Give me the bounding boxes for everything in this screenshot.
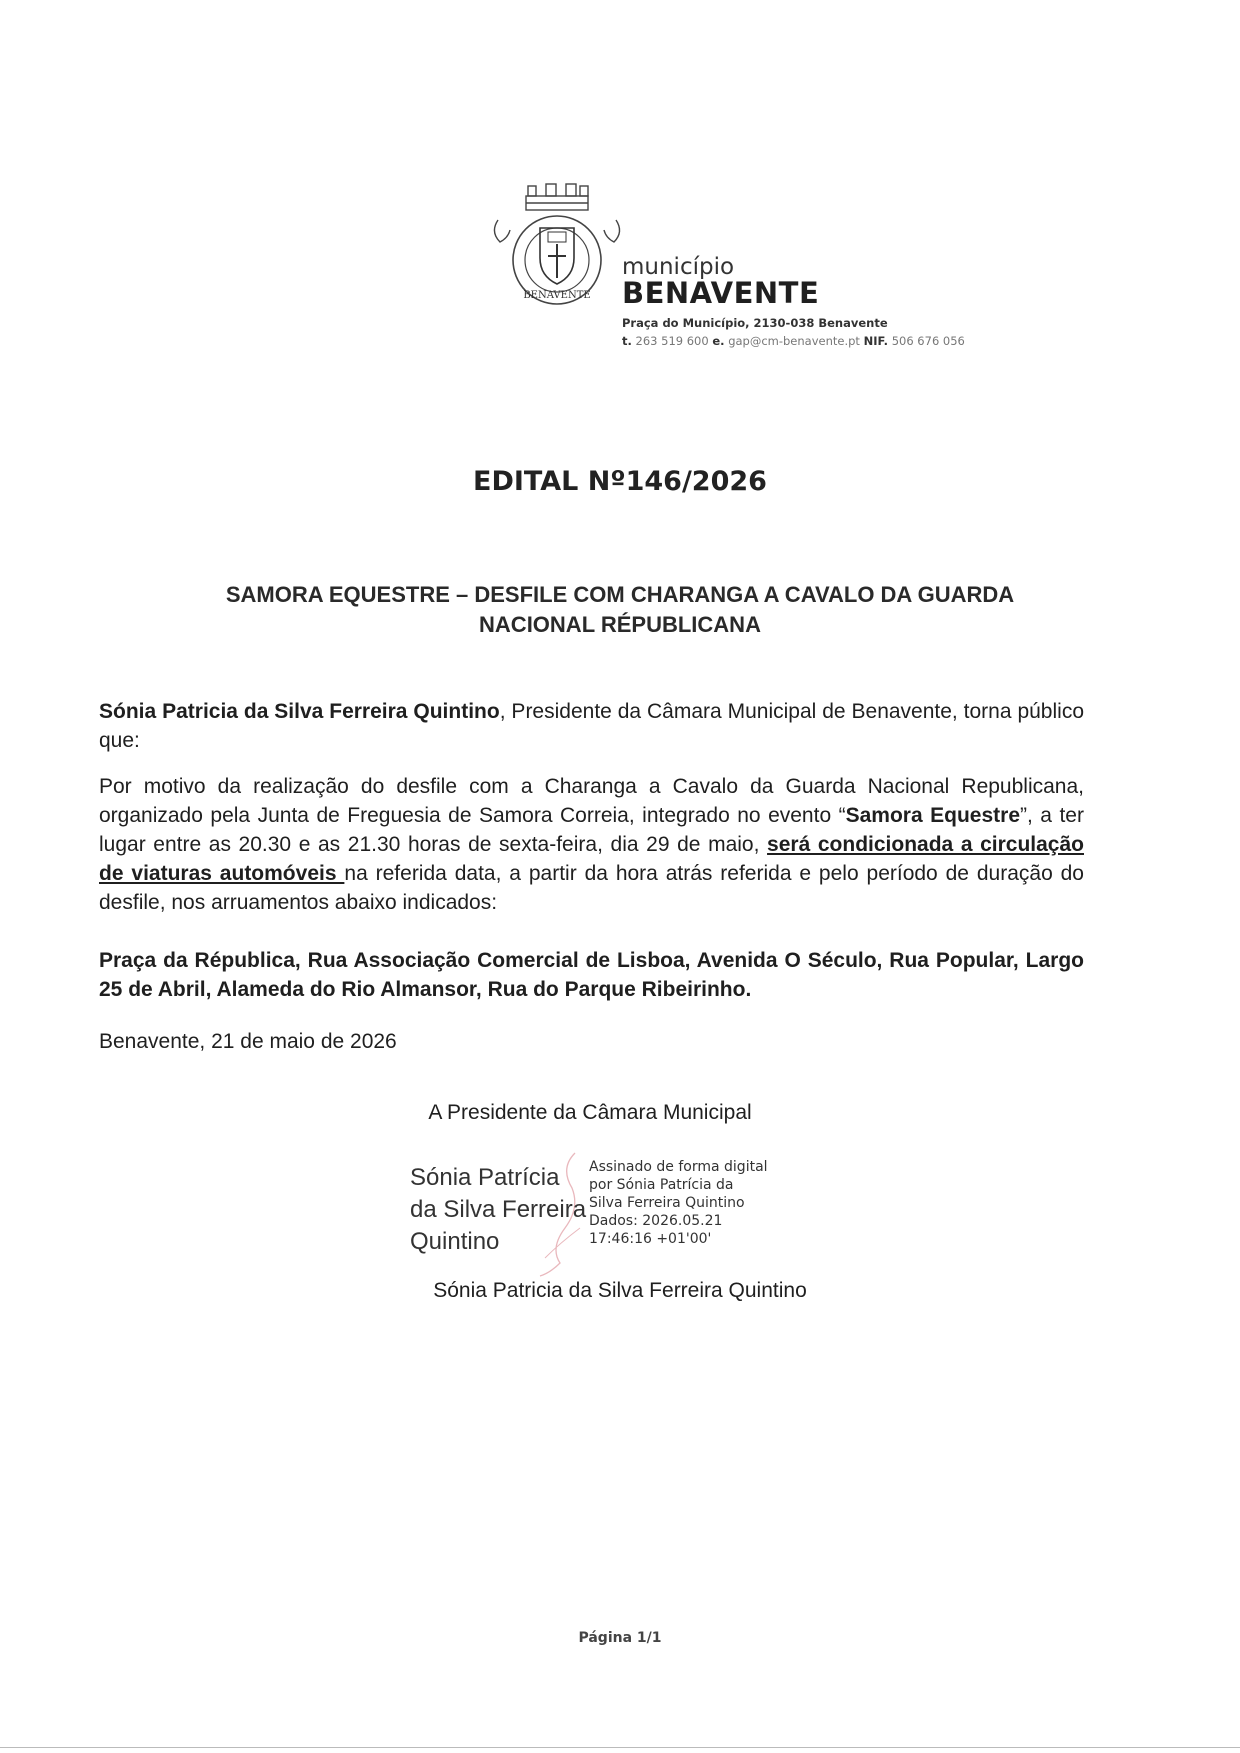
streets-list: Praça da Républica, Rua Associação Comercial de Lisboa, Avenida O Século, Rua Popular, Largo 25 de Abril, Alameda do Rio Almansor, Rua do Parque Ribeirinho. <box>99 949 1084 1001</box>
page-number: Página 1/1 <box>578 1630 662 1646</box>
paragraph-intro: Sónia Patricia da Silva Ferreira Quintino, Presidente da Câmara Municipal de Benavente, torna público que: <box>99 700 1084 752</box>
document-subtitle: SAMORA EQUESTRE – DESFILE COM CHARANGA A CAVALO DA GUARDA NACIONAL RÉPUBLICANA <box>225 582 1015 637</box>
edital-title: EDITAL Nº146/2026 <box>473 466 767 497</box>
paragraph-main: Por motivo da realização do desfile com a Charanga a Cavalo da Guarda Nacional Republicana, organizado pela Junta de Freguesia de Samora Correia, integrado no evento “Samora Equestre”, a ter lugar entre as 20.30 e as 21.30 horas de sexta-feira, dia 29 de maio, será condicionada a circulação de viaturas automóveis na referida data, a partir da hora atrás referida e pelo período de duração do desfile, nos arruamentos abaixo indicados: <box>99 775 1084 914</box>
email: gap@cm-benavente.pt <box>728 334 860 348</box>
bottom-rule <box>0 1747 1240 1748</box>
printed-name: Sónia Patricia da Silva Ferreira Quintino <box>433 1279 807 1302</box>
signature-role: A Presidente da Câmara Municipal <box>428 1101 752 1124</box>
address: Praça do Município, 2130-038 Benavente <box>622 316 888 330</box>
contact-line: t. 263 519 600 e. gap@cm-benavente.pt NIF. 506 676 056 <box>622 334 965 348</box>
signature-name: Sónia Patrícia da Silva Ferreira Quintino <box>410 1164 587 1255</box>
digital-signature-info: Assinado de forma digital por Sónia Patrícia da Silva Ferreira Quintino Dados: 2026.05.21 17:46:16 +01'00' <box>589 1159 768 1247</box>
brand-benavente: BENAVENTE <box>622 276 820 310</box>
brand-municipio: município <box>622 254 735 280</box>
svg-text:BENAVENTE: BENAVENTE <box>523 290 591 301</box>
place-date: Benavente, 21 de maio de 2026 <box>99 1030 397 1053</box>
phone: 263 519 600 <box>635 334 709 348</box>
nif: 506 676 056 <box>891 334 965 348</box>
municipal-crest-icon <box>488 180 628 315</box>
